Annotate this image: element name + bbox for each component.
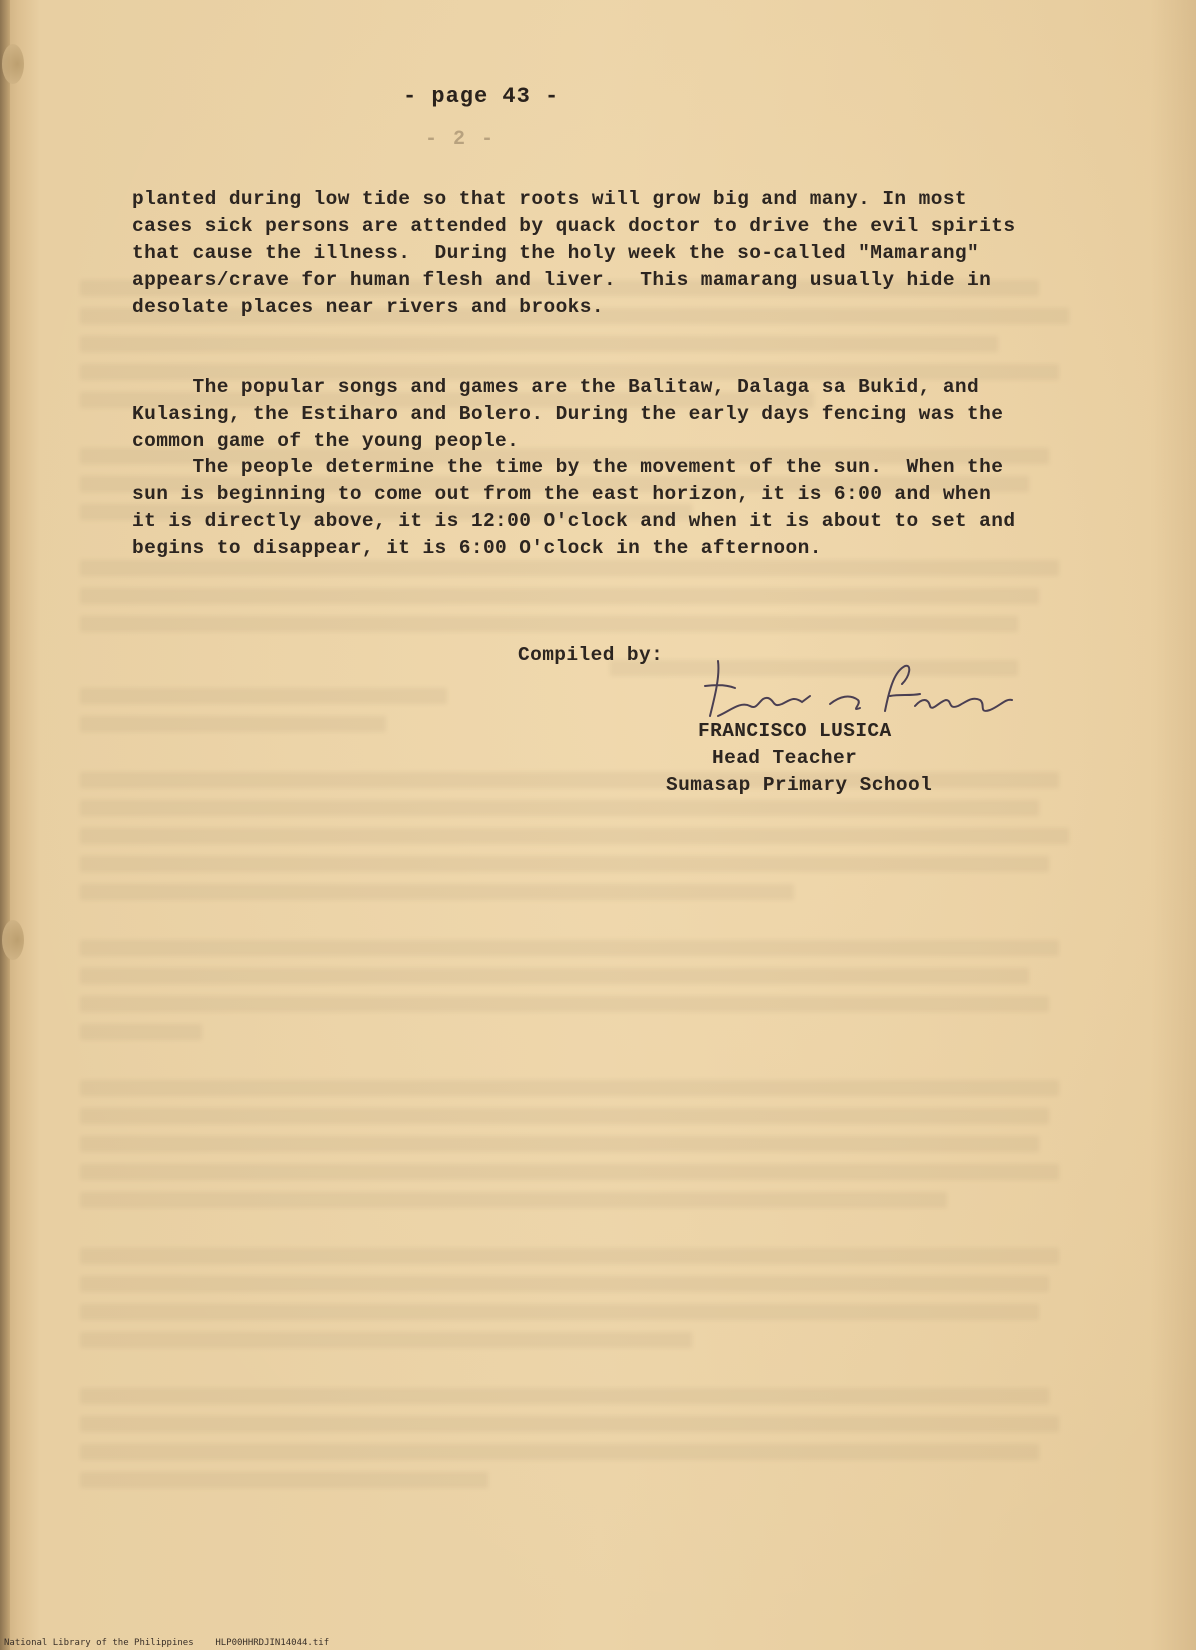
punch-hole	[2, 44, 24, 84]
archive-caption: National Library of the Philippines HLP00HHRDJIN14044.tif	[4, 1638, 330, 1648]
page-binding-edge	[0, 0, 10, 1650]
punch-hole	[2, 920, 24, 960]
signatory-title: Head Teacher	[712, 747, 858, 769]
signatory-block	[666, 718, 932, 799]
paragraph-time-keeping: The people determine the time by the movement of the sun. When the sun is beginning to come out from the east horizon, it is 6:00 and when it is directly above, it is 12:00 O'clock and when it is about to set and begins to disappear, it is 6:00 O'clock in the afternoon.	[132, 456, 1016, 559]
signatory-school: Sumasap Primary School	[666, 774, 933, 796]
compiled-by-label: Compiled by:	[518, 644, 664, 666]
page-number: - page 43 -	[403, 84, 560, 109]
paragraph-beliefs: planted during low tide so that roots will grow big and many. In most cases sick persons are attended by quack doctor to drive the evil spirits that cause the illness. During the holy week the so-called "Mamarang" appears/crave for human flesh and liver. This mamarang usually hide in desolate places near rivers and brooks.	[132, 188, 1016, 318]
bleed-through-text	[80, 660, 1100, 1500]
signatory-name: FRANCISCO LUSICA	[698, 720, 892, 742]
paragraph-songs-games: The popular songs and games are the Balitaw, Dalaga sa Bukid, and Kulasing, the Estiharo and Bolero. During the early days fencing was the common game of the young people.	[132, 376, 1004, 452]
bleed-through-header: - 2 -	[425, 128, 496, 151]
